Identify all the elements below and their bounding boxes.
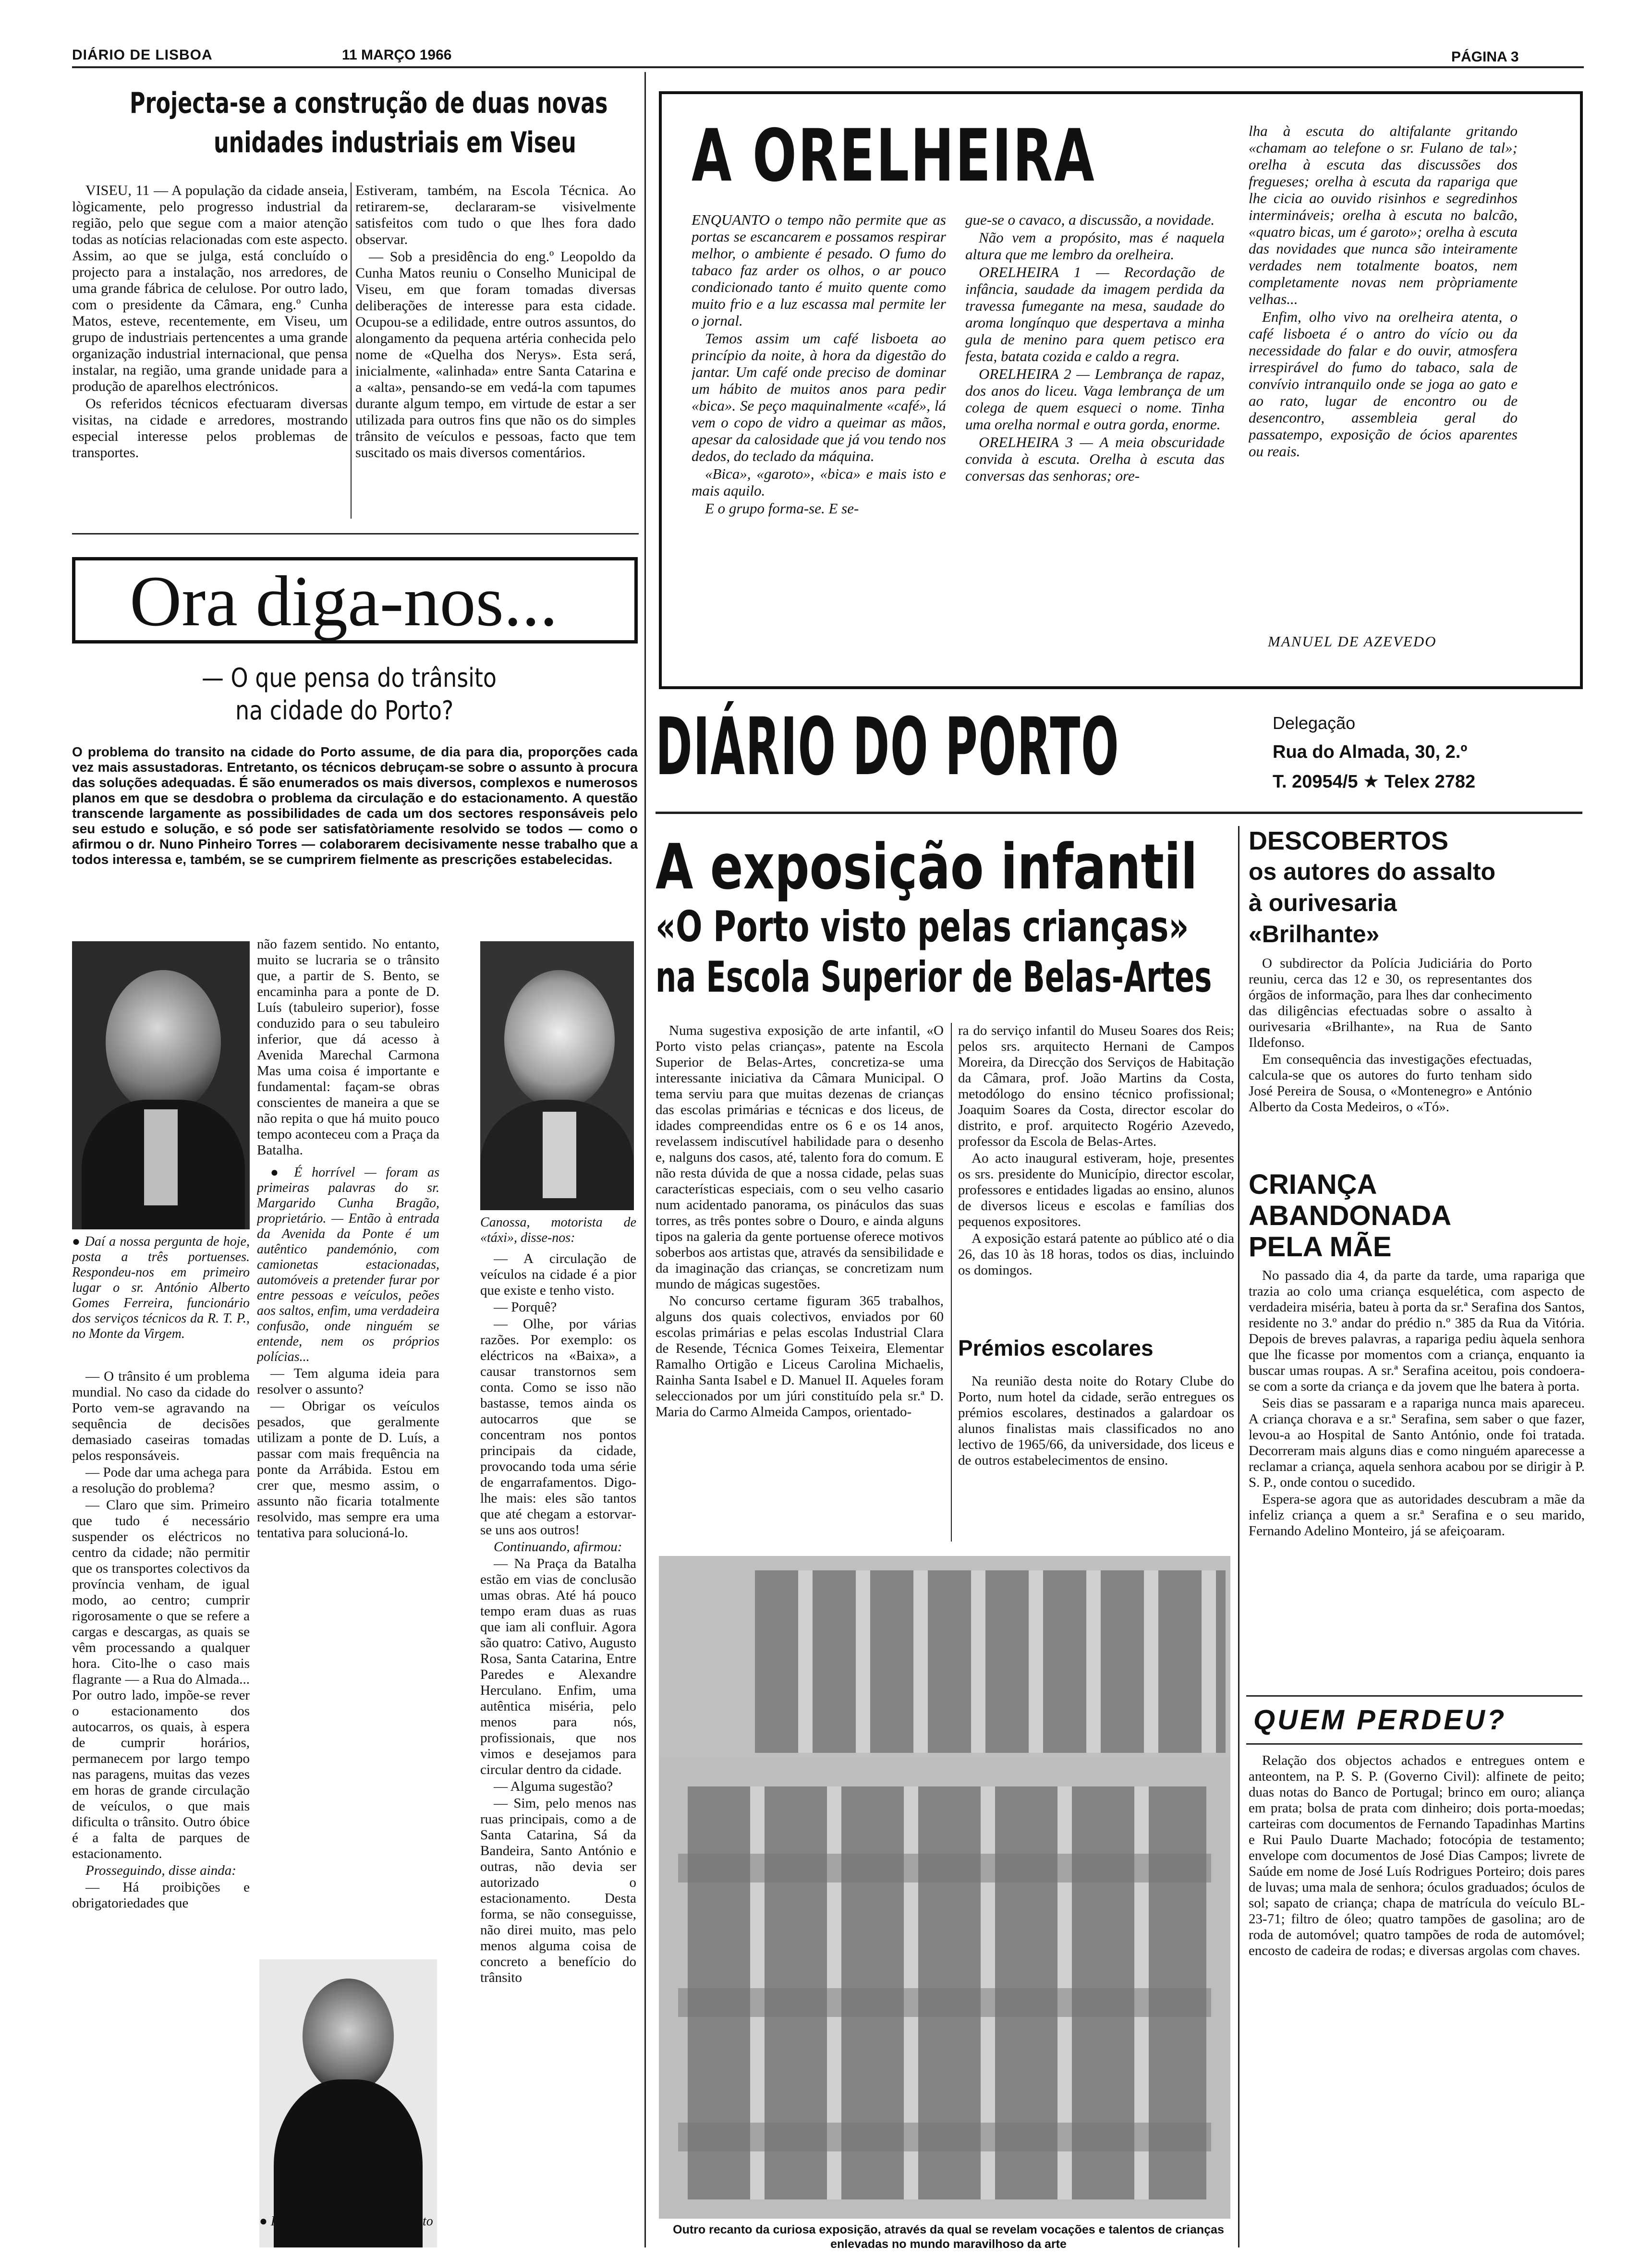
- quem-perdeu-top-rule: [1246, 1695, 1582, 1697]
- descobertos-title-4: «Brilhante»: [1249, 921, 1380, 947]
- issue-date: 11 MARÇO 1966: [342, 47, 452, 63]
- crianca-title-3: PELA MÃE: [1249, 1232, 1392, 1263]
- ora-diga-lead: O problema do transito na cidade do Porto assume, de dia para dia, proporções cada vez mais assustadoras. Entretanto, os técnicos debruçam-se sobre o assunto à procura das soluções adequadas. É são enumerados os mais diversos, complexos e numerosos planos em que se desdobra o problema da circulação e do estacionamento. A questão transcende largamente as possibilidades de cada um dos sectores responsáveis pelo seu estudo e solução, e só pode ser satisfatòriamente resolvido se todos — como o afirmou o dr. Nuno Pinheiro Torres — colaborarem decisivamente nesse trabalho que a todos interessa e, também, se se cumprirem fielmente as prescrições estabelecidas.: [72, 744, 638, 867]
- paper-name: DIÁRIO DE LISBOA: [72, 47, 213, 63]
- orelheira-col-2: gue-se o cavaco, a discussão, a novidade. Não vem a propósito, mas é naquela altura que me lembro da orelheira. ORELHEIRA 1 — Recordação de infância, saudade da imagem perdida da travessa fumegante na mesa, saudade do aroma longínquo que despertava a minha gula de menino para quem petisco era festa, batata cozida e caldo a regra. ORELHEIRA 2 — Lembrança de rapaz, dos anos do liceu. Vaga lembrança de um colega de quem esqueci o nome. Tinha uma orelha normal e outra gorda, enorme. ORELHEIRA 3 — A meia obscuridade convida à escuta. Orelha à escuta das conversas das senhoras; ore-: [965, 211, 1225, 484]
- portrait-photo-1: [72, 941, 250, 1229]
- viseu-col-2: Estiveram, também, na Escola Técnica. Ao retirarem-se, declararam-se visivelmente satisfeitos com tudo o que lhes fora dado observar. — Sob a presidência do eng.º Leopoldo da Cunha Matos reuniu o Conselho Municipal de Viseu, em que foram tomadas diversas deliberações de interesse para esta cidade. Ocupou-se a edilidade, entre outros assuntos, do alongamento da pequena artéria conhecida pelo nome de «Quelha dos Nerys». Esta será, inicialmente, «alinhada» entre Santa Catarina e a «alta», pensando-se em vedá-la com tapumes durante algum tempo, em virtude de estar a ser utilizada para outros fins que não os do simples trânsito de veículos e pessoas, facto que tem suscitado os mais diversos comentários.: [355, 182, 636, 461]
- orelheira-col-3: lha à escuta do altifalante gritando «chamam ao telefone o sr. Fulano de tal»; orelha à escuta das discussões dos fregueses; orelha à escuta da rapariga que lhe cicia ao ouvido risinhos e segredinhos intermináveis; orelha à escuta no balcão, «quatro bicas, um é garoto»; orelha à escuta das novidades que nunca são inteiramente verdades nem totalmente boatos, nem completamente novas nem pròpriamente velhas... Enfim, olho vivo na orelheira atenta, o café lisboeta é o antro do vício ou da necessidade do falar e do ouvir, atmosfera irrespirável do fumo do tabaco, sala de convívio intranquilo onde se joga ao gato e ao rato, lugar de encontro ou de desencontro, assembleia geral do passatempo, exposição de ócios aparentes ou reais.: [1249, 122, 1518, 460]
- viseu-headline-1: Projecta-se a construção de duas novas: [130, 86, 608, 120]
- ora-diga-title: Ora diga-nos...: [130, 562, 558, 641]
- quem-perdeu-title: QUEM PERDEU?: [1253, 1704, 1507, 1736]
- exhibition-photo-caption: Outro recanto da curiosa exposição, através da qual se revelam vocações e talentos de crianças enlevadas no mundo maravilhoso da arte: [673, 2223, 1224, 2251]
- quem-perdeu-text: Relação dos objectos achados e entregues ontem e anteontem, na P. S. P. (Governo Civil): alfinete de peito; duas notas do Banco de Portugal; brinco em ouro; aliança em prata; bolsa de prata com dinheiro; dois porta-moedas; carteiras com documentos de Fernando Tapadinhas Martins e Rui Paulo Duarte Machado; fotocópia de testamento; envelope com documentos de José Dias Campos; livrete de Saúde em nome de José Luís Rodrigues Porteiro; dois pares de luvas; uma mala de senhora; óculos graduados; óculos de sol; sapato de criança; chapa de matrícula do veículo BL-23-71; filtro de óleo; quatro tampões de gasolina; aro de roda de automóvel; quatro tampões de roda de automóvel; encosto de cadeira de rodas; e diversas argolas com chaves.: [1249, 1753, 1585, 1958]
- exhibition-photo: [659, 1556, 1230, 2219]
- viseu-headline-2: unidades industriais em Viseu: [214, 126, 576, 159]
- crianca-title-1: CRIANÇA: [1249, 1169, 1377, 1200]
- masthead-rule: [72, 66, 1584, 68]
- descobertos-title-3: à ourivesaria: [1249, 889, 1397, 916]
- portrait-photo-2: [480, 941, 634, 1210]
- ora-diga-question-2: na cidade do Porto?: [235, 695, 454, 726]
- ora-col-c: — A circulação de veículos na cidade é a pior que existe e tenho visto. — Porquê? — Olhe, por várias razões. Por exemplo: os eléctricos na «Baixa», a causar transtornos sem conta. Como se isso não bastasse, temos ainda os autocarros que se concentram nos pontos principais da cidade, provocando toda uma série de engarrafamentos. Digo-lhe mais: eles são tantos que até chegam a estorvar-se uns aos outros! Continuando, afirmou: — Na Praça da Batalha estão em vias de conclusão umas obras. Até há pouco tempo eram duas as ruas que iam ali confluir. Agora são quatro: Cativo, Augusto Rosa, Santa Catarina, Entre Paredes e Alexandre Herculano. Enfim, uma autêntica miséria, pelo menos para nós, profissionais, que nos vimos e desejamos para circular dentro da cidade. — Alguma sugestão? — Sim, pelo menos nas ruas principais, como a de Santa Catarina, Sá da Bandeira, Santo António e outras, não devia ser autorizado o estacionamento. Desta forma, se não conseguisse, não direi muito, mas pelo menos alguma coisa de concreto a benefício do trânsito: [480, 1251, 636, 1985]
- exposicao-headline-3: na Escola Superior de Belas-Artes: [656, 953, 1212, 1001]
- quem-perdeu-title-rule: [1246, 1743, 1582, 1745]
- ora-col-b: não fazem sentido. No entanto, muito se lucraria se o trânsito que, a partir de S. Bento, se encaminha para a ponte de D. Luís (tabuleiro superior), fosse conduzido para o seu tabuleiro inferior, que dá acesso à Avenida Marechal Carmona Mas uma coisa é importante e fundamental: façam-se obras conscientes de maneira a que se não repita o que há muito pouco tempo aconteceu com a Praça da Batalha. ● É horrível — foram as primeiras palavras do sr. Margarido Cunha Bragão, proprietário. — Então à entrada da Avenida da Ponte é um autêntico pandemónio, com camionetas estacionadas, automóveis a pretender furar por entre pessoas e veículos, peões aos saltos, enfim, uma verdadeira confusão, onde ninguém se entende, nem os próprios polícias... — Tem alguma ideia para resolver o assunto? — Obrigar os veículos pesados, que geralmente utilizam a ponte de D. Luís, a passar com mais frequência na ponte da Arrábida. Estou em crer que, mesmo assim, o assunto não ficaria totalmente resolvido, mas sempre era uma tentativa para solucioná-lo.: [257, 936, 439, 2259]
- caption-1: ● Daí a nossa pergunta de hoje, posta a três portuenses. Respondeu-nos em primeiro lugar o sr. António Alberto Gomes Ferreira, funcionário dos serviços técnicos da R. T. P., no Monte da Virgem.: [72, 1234, 250, 1364]
- orelheira-author: MANUEL DE AZEVEDO: [1268, 633, 1437, 650]
- porto-delegacao: Delegação: [1273, 713, 1356, 733]
- premios-text: Na reunião desta noite do Rotary Clube do Porto, num hotel da cidade, serão entregues os prémios escolares, destinados a galardoar os alunos finalistas mais classificados no ano lectivo de 1965/66, da universidade, dos liceus e de outros estabelecimentos de ensino.: [958, 1373, 1234, 1468]
- porto-phone: T. 20954/5 ★ Telex 2782: [1273, 772, 1476, 792]
- orelheira-col-1: ENQUANTO o tempo não permite que as portas se escancarem e possamos respirar melhor, o ambiente é pesado. O fumo do tabaco faz arder os olhos, o ar pouco condicionado tanto é muito quente como muito frio e a luz escassa mal permite ler o jornal. Temos assim um café lisboeta ao princípio da noite, à hora da digestão do jantar. Um café onde preciso de dominar um hábito de muitos anos para pedir «bica». Se peço maquinalmente «café», lá vem o copo de vidro a queimar as mãos, apesar da calosidade que já vou tendo nos dedos, do teclado da máquina. «Bica», «garoto», «bica» e mais isto e mais aquilo. E o grupo forma-se. E se-: [692, 211, 946, 517]
- ora-diga-question-1: — O que pensa do trânsito: [202, 663, 497, 693]
- crianca-text: No passado dia 4, da parte da tarde, uma rapariga que trazia ao colo uma criança esquelética, com aspecto de verdadeira miséria, bateu à porta da sr.ª Serafina dos Santos, residente no 3.º andar do prédio n.º 385 da Rua da Vitória. Depois de breves palavras, a rapariga pediu àquela senhora que lhe ficasse por momentos com a criança, enquanto ia buscar umas roupas. A sr.ª Serafina aceitou, pois condoera-se com a sorte da criança e da jovem que lhe batera à porta. Seis dias se passaram e a rapariga nunca mais apareceu. A criança chorava e a sr.ª Serafina, sem saber o que fazer, levou-a ao Hospital de Santo António, onde foi tratada. Decorreram mais alguns dias e como ninguém aparecesse a reclamar a criança, aquela senhora acabou por se dirigir à P. S. P., onde contou o sucedido. Espera-se agora que as autoridades descubram a mãe da infeliz criança a quem a sr.ª Serafina e o seu marido, Fernando Adelino Monteiro, já se afeiçoaram.: [1249, 1268, 1585, 1539]
- descobertos-title-2: os autores do assalto: [1249, 858, 1496, 885]
- porto-header-rule: [656, 812, 1582, 814]
- descobertos-text: O subdirector da Polícia Judiciária do Porto reuniu, cerca das 12 e 30, os representantes dos órgãos de informação, para lhes dar conhecimento das diligências efectuadas sobre o assalto à ourivesaria «Brilhante», na Rua de Santo Ildefonso. Em consequência das investigações efectuadas, calcula-se que os autores do furto tenham sido José Pereira de Sousa, o «Montenegro» e António Alberto da Costa Medeiros, o «Tó».: [1249, 956, 1532, 1115]
- exposicao-col-divider: [951, 1023, 952, 1542]
- caption-3: Canossa, motorista de «táxi», disse-nos:: [480, 1215, 636, 1245]
- porto-address: Rua do Almada, 30, 2.º: [1273, 742, 1468, 762]
- viseu-col-1: VISEU, 11 — A população da cidade anseia, lògicamente, pelo progresso industrial da região, pelo que segue com a maior atenção todas as notícias relacionadas com este aspecto. Assim, ao que se julga, está concluído o projecto para a instalação, nos arredores, de uma grande fábrica de celulose. Por outro lado, com o presidente da Câmara, eng.º Cunha Matos, esteve, recentemente, em Viseu, um grupo de industriais pertencentes a uma grande organização industrial internacional, que pensa instalar, na região, uma grande unidade para a produção de aparelhos electrónicos. Os referidos técnicos efectuaram diversas visitas, na cidade e arredores, mostrando especial interesse pelos problemas de transportes.: [72, 182, 348, 461]
- ora-col-a: — O trânsito é um problema mundial. No caso da cidade do Porto vem-se agravando na sequência de decisões demasiado caseiras tomadas pelos responsáveis. — Pode dar uma achega para a resolução do problema? — Claro que sim. Primeiro que tudo é necessário suspender os eléctricos no centro da cidade; não permitir que os transportes colectivos da província venham, de igual modo, ao centro; cumprir rigorosamente o que se refere a cargas e descargas, as quais se vêm processando a qualquer hora. Cito-lhe o caso mais flagrante — a Rua do Almada... Por outro lado, impõe-se rever o estacionamento dos autocarros, os quais, à espera de cumprir horários, permanecem por largo tempo nas paragens, muitas das vezes em horas de grande circulação de veículos, o que mais dificulta o trânsito. Outro óbice é a falta de parques de estacionamento. Prosseguindo, disse ainda: — Há proibições e obrigatoriedades que: [72, 1369, 250, 1911]
- portrait-photo-3: [259, 1959, 437, 2247]
- descobertos-title-1: DESCOBERTOS: [1249, 826, 1449, 855]
- porto-section-title: DIÁRIO DO PORTO: [656, 701, 1120, 792]
- viseu-bottom-rule: [72, 533, 639, 534]
- caption-4: ● Por fim, o sr. Rolando Alberto: [259, 2214, 442, 2247]
- premios-title: Prémios escolares: [958, 1336, 1154, 1360]
- orelheira-title: A ORELHEIRA: [692, 115, 1096, 197]
- exposicao-headline-2: «O Porto visto pelas crianças»: [656, 903, 1189, 951]
- exposicao-col-2: ra do serviço infantil do Museu Soares dos Reis; pelos srs. arquitecto Hernani de Campos Moreira, da Direcção dos Serviços de Habitação da Câmara, prof. João Martins da Costa, metodólogo do ensino técnico profissional; Joaquim Soares da Costa, director escolar do distrito, e prof. arquitecto Rogério Azevedo, professor da Escola de Belas-Artes. Ao acto inaugural estiveram, hoje, presentes os srs. presidente do Município, director escolar, professores e entidades ligadas ao ensino, alunos de diversos liceus e escolas e famílias dos pequenos expositores. A exposição estará patente ao público até o dia 26, das 10 às 18 horas, todos os dias, incluindo os domingos.: [958, 1023, 1234, 1278]
- crianca-title-2: ABANDONADA: [1249, 1201, 1452, 1231]
- page-number: PÁGINA 3: [1451, 49, 1519, 65]
- exposicao-col-1: Numa sugestiva exposição de arte infantil, «O Porto visto pelas crianças», patente na Escola Superior de Belas-Artes, concretiza-se uma interessante iniciativa da Câmara Municipal. O tema serviu para que muitas dezenas de crianças das escolas primárias e técnicas e dos liceus, de idades compreendidas entre os 6 e os 14 anos, revelassem indiscutível habilidade para o desenho e, nalguns dos casos, até, talento fora do comum. E não resta dúvida de que a nossa cidade, pelas suas características especiais, com o seu velho casario num acidentado panorama, os pináculos das suas torres, as três pontes sobre o Douro, e ainda alguns tipos na galeria da gente portuense oferece motivos soberbos aos artistas que, através da sensibilidade e da imaginação das crianças, se concretizam num mundo de mágicas sugestões. No concurso certame figuram 365 trabalhos, alguns dos quais colectivos, enviados por 60 escolas primárias e pelas escolas Industrial Clara de Resende, Técnica Gomes Teixeira, Elementar Ramalho Ortigão e Liceus Carolina Michaelis, Rainha Santa Isabel e D. Manuel II. Aqueles foram seleccionados por um júri constituído pela sr.ª D. Maria do Carmo Almeida Campos, orientado-: [656, 1023, 944, 1420]
- viseu-col-divider: [351, 182, 352, 519]
- porto-right-divider: [1238, 826, 1239, 2247]
- exposicao-headline-1: A exposição infantil: [656, 831, 1198, 903]
- left-right-divider: [644, 72, 646, 2247]
